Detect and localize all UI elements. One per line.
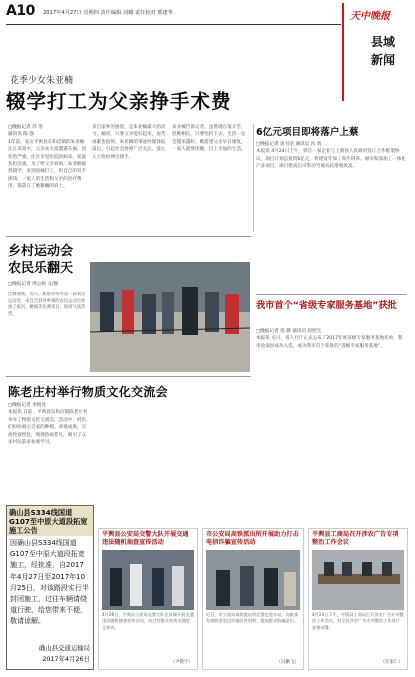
column-divider	[253, 124, 254, 232]
cattle-article	[256, 141, 406, 291]
masthead-box	[342, 3, 410, 101]
cattle-byline: □晚报记者 庞书浩 通讯员 冯 勇	[256, 142, 322, 147]
promo-3-photo	[312, 550, 404, 610]
lead-headline: 辍学打工为父亲挣手术费	[6, 90, 232, 113]
sports-photo	[90, 262, 250, 372]
volunteer-title: 陈老庄村举行物质文化交流会	[8, 385, 168, 399]
promo-2-photo-illustration	[206, 550, 300, 610]
volunteer-body: 本报讯 日前，平舆县东和店镇陈老庄村举办了物质文化交流会，活动中，村民们纷纷展示自家的种植、养殖成果，交流致富经验，现场热闹非凡，吸引了众多村民前来参观学习。	[8, 410, 88, 446]
road-notice-date: 2017年4月26日	[42, 655, 90, 663]
lead-kicker: 花季少女朱亚楠	[10, 76, 74, 86]
promo-1-caption: 4月26日，平舆县公安局交警大队在县城开展交通违法随机抽查宣传活动，向过往群众宣传交通安全知识。	[102, 612, 194, 630]
award-body: 本报讯 近日，省人社厅正式公布了2017年度省级专家服务基地名单，我市汝南县成功入选，成为我市首个获批的“省级专家服务基地”。	[256, 336, 403, 349]
lead-body-a: 1年前，家在平舆县东和店镇的朱亚楠还在读高中，父亲朱大富遭遇车祸，因伤势严重，住在市里医院的病床，家庭负担沉重。为了给父亲看病，朱亚楠毅然辍学，来到县城打工，用自己的双手挣钱，一家人的生活和父亲的治疗费用，都落在了她稚嫩的肩上。	[8, 139, 87, 190]
sports-title-line-1: 乡村运动会	[8, 244, 74, 259]
newspaper-logo: 天中晚报	[350, 11, 390, 22]
section-rule	[256, 294, 406, 295]
sports-caption: 比赛现场。近日，新蔡县举办第一届农民运动会，来自全县各乡镇的农民运动员参加了拔河、跳绳等比赛项目，现场气氛热烈。	[8, 292, 86, 317]
promo-2-photo	[206, 550, 300, 610]
promo-3-title: 平舆县工商局召开涉农广告专项整治工作会议	[312, 531, 399, 546]
section-rule	[6, 236, 251, 237]
sports-photo-illustration	[90, 262, 250, 372]
section-name-line-2: 新闻	[370, 53, 395, 67]
lead-body-b: 来自家乡的感恩，是朱亚楠最大的动力。她说，只要父亲能好起来，再苦再累也值得。朱亚楠的事迹经媒体报道后，引起社会各界广泛关注，爱心人士纷纷伸出援手。	[92, 125, 166, 160]
cattle-title: 6亿元项目即将落户上蔡	[256, 127, 359, 138]
section-rule	[6, 376, 251, 377]
promo-3	[308, 528, 408, 670]
promo-3-credit: （任家仁）	[380, 660, 403, 665]
cattle-body: 本报讯 4月24日上午，郭庄一家企业与上蔡县人民政府签订合作框架协议，项目计划总投资6亿元，将建设年加工肉牛饲养、屠宰和深加工一体化产业项目，项目建成后可带动当地农民增收致富。	[256, 149, 406, 170]
page-meta: 2017年4月27日 星期四 责任编辑 刘璐 责任校对 邢建华	[43, 10, 173, 16]
promo-1-photo	[102, 550, 194, 610]
lead-byline-2: 通讯员 陈 强	[8, 132, 34, 138]
road-notice-body: 因确山县S334线国道G107至中原大道段拓宽施工，经批准，自2017年4月27日至2017年10月25日，对该路段实行半封闭施工，过往车辆请绕道行驶，给您带来不便，敬请谅解。	[10, 539, 89, 626]
promo-1	[98, 528, 198, 670]
section-name-line-1: 县域	[370, 35, 395, 49]
promo-2-credit: （冯鹏飞）	[276, 660, 299, 665]
sports-byline: □晚报记者 周公恒 文/图	[8, 282, 59, 287]
lead-column-3	[172, 124, 250, 232]
volunteer-column-2	[92, 402, 168, 500]
volunteer-column-3	[172, 402, 250, 500]
road-notice-issuer: 确山县交通运输局	[38, 644, 90, 652]
award-article	[256, 328, 406, 518]
lead-column-2	[92, 124, 168, 232]
lead-byline-1: □晚报记者 苏 洛	[8, 125, 43, 130]
lead-column-1	[8, 124, 88, 232]
lead-body-c: 朱亚楠告诉记者，虽然现在很辛苦，但她相信，只要坚持下去，生活一定会越来越好。她希望父亲早日康复，一家人能够团聚，过上幸福的生活。	[172, 125, 246, 153]
award-byline: □晚报记者 徐 静 通讯员 段照生	[256, 329, 322, 334]
promo-2	[202, 528, 304, 670]
promo-2-caption: 近日，市公安局高铁派出所民警走进车站，向旅客发放防范电信诈骗宣传资料，提高群众防骗意识。	[206, 612, 299, 624]
volunteer-column-1	[8, 402, 88, 500]
road-notice-ad	[6, 505, 94, 670]
promo-2-title: 市公安局高铁派出所开展助力打击电信诈骗宣传活动	[206, 531, 299, 546]
header-rule	[6, 24, 341, 25]
award-title: 我市首个“省级专家服务基地”获批	[256, 300, 397, 311]
page-number: A10	[6, 3, 35, 19]
promo-1-photo-illustration	[102, 550, 194, 610]
promo-1-credit: （尹敬宇）	[170, 660, 193, 665]
sports-title-line-2: 农民乐翻天	[8, 261, 74, 276]
promo-3-caption: 4月24日下午，平舆县工商局召开涉农广告专项整治工作会议，对全县涉农广告专项整治工作进行安排部署。	[312, 612, 404, 630]
section-name	[364, 33, 402, 69]
promo-1-title: 平舆县公安局交警大队开展交通违法随机抽查宣传活动	[102, 531, 189, 546]
sports-title	[8, 243, 73, 277]
promo-3-photo-illustration	[312, 550, 404, 610]
volunteer-byline: □晚报记者 李悦亮	[8, 403, 46, 408]
road-notice-title: 确山县S334线国道G107至中原大道段拓宽施工公告	[7, 506, 93, 536]
